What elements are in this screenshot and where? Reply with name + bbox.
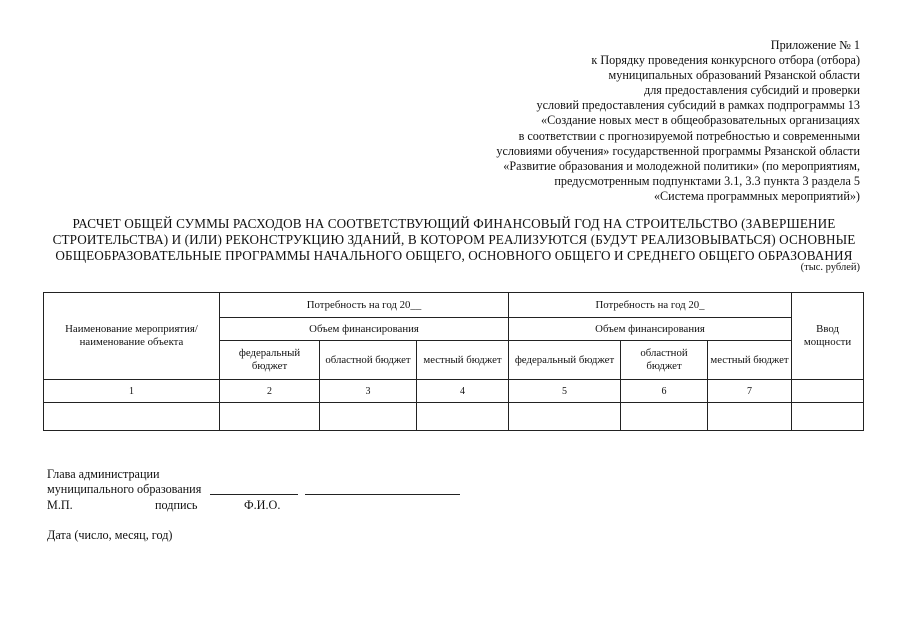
federal-budget-2: федеральный бюджет [509,341,621,380]
appendix-line: Приложение № 1 [770,38,860,52]
column-numbers-row [44,380,864,403]
column-number: 5 [509,380,621,403]
table-cell[interactable] [320,403,417,431]
fio-label: Ф.И.О. [244,498,281,512]
column-number [792,380,864,403]
appendix-line: «Развитие образования и молодежной политики» (по мероприятиям, [503,158,860,173]
appendix-line: в соответствии с прогнозируемой потребностью и современными [518,128,860,143]
municipality-label: муниципального образования [47,482,202,496]
column-number: 4 [417,380,509,403]
units-label: (тыс. рублей) [800,262,860,273]
table-cell[interactable] [44,403,220,431]
appendix-line: условиями обучения» государственной программы Рязанской области [496,143,860,158]
regional-budget-1: областной бюджет [320,341,417,380]
column-number: 7 [708,380,792,403]
table-cell[interactable] [792,403,864,431]
input-capacity-header: Ввод мощности [792,293,864,380]
signature-line[interactable] [210,494,298,495]
table-row [44,403,864,431]
title-line: СТРОИТЕЛЬСТВА) И (ИЛИ) РЕКОНСТРУКЦИЮ ЗДАНИЙ, В КОТОРОМ РЕАЛИЗУЮТСЯ (БУДУТ РЕАЛИЗОВЫВАТЬСЯ) ОСНОВНЫЕ [52,232,856,247]
table-cell[interactable] [621,403,708,431]
funding-1-header: Объем финансирования [220,318,509,341]
table-cell[interactable] [417,403,509,431]
appendix-line: для предоставления субсидий и проверки [644,83,860,98]
appendix-line: предусмотренным подпунктами 3.1, 3.3 пункта 3 раздела 5 [554,173,860,188]
need-year-2-header: Потребность на год 20_ [509,293,792,318]
appendix-header [300,38,860,204]
title-line: РАСЧЕТ ОБЩЕЙ СУММЫ РАСХОДОВ НА СООТВЕТСТВУЮЩИЙ ФИНАНСОВЫЙ ГОД НА СТРОИТЕЛЬСТВО (ЗАВЕРШЕНИЕ [72,216,836,231]
federal-budget-1: федеральный бюджет [220,341,320,380]
table-cell[interactable] [509,403,621,431]
appendix-line: муниципальных образований Рязанской области [608,68,860,83]
title-line: ОБЩЕОБРАЗОВАТЕЛЬНЫЕ ПРОГРАММЫ НАЧАЛЬНОГО ОБЩЕГО, ОСНОВНОГО ОБЩЕГО И СРЕДНЕГО ОБЩЕГО ОБРАЗОВАНИЯ [55,248,853,263]
signature-block [47,467,201,497]
column-number: 6 [621,380,708,403]
stamp-label: М.П. [47,498,73,512]
table-cell[interactable] [220,403,320,431]
fio-line[interactable] [305,494,460,495]
column-number: 3 [320,380,417,403]
column-number: 2 [220,380,320,403]
expense-table [43,292,864,431]
appendix-line: «Создание новых мест в общеобразовательных организациях [541,113,860,128]
funding-2-header: Объем финансирования [509,318,792,341]
head-title: Глава администрации [47,467,160,481]
regional-budget-2: областной бюджет [621,341,708,380]
local-budget-2: местный бюджет [708,341,792,380]
appendix-line: «Система программных мероприятий») [653,188,860,203]
date-label: Дата (число, месяц, год) [47,528,173,542]
appendix-line: к Порядку проведения конкурсного отбора (отбора) [591,53,860,68]
table-cell[interactable] [708,403,792,431]
need-year-1-header: Потребность на год 20__ [220,293,509,318]
signature-label: подпись [155,498,198,512]
local-budget-1: местный бюджет [417,341,509,380]
col-name-header: Наименование мероприятия/ наименование объекта [44,293,220,380]
appendix-line: условий предоставления субсидий в рамках подпрограммы 13 [536,98,860,113]
column-number: 1 [44,380,220,403]
document-title [48,216,860,264]
